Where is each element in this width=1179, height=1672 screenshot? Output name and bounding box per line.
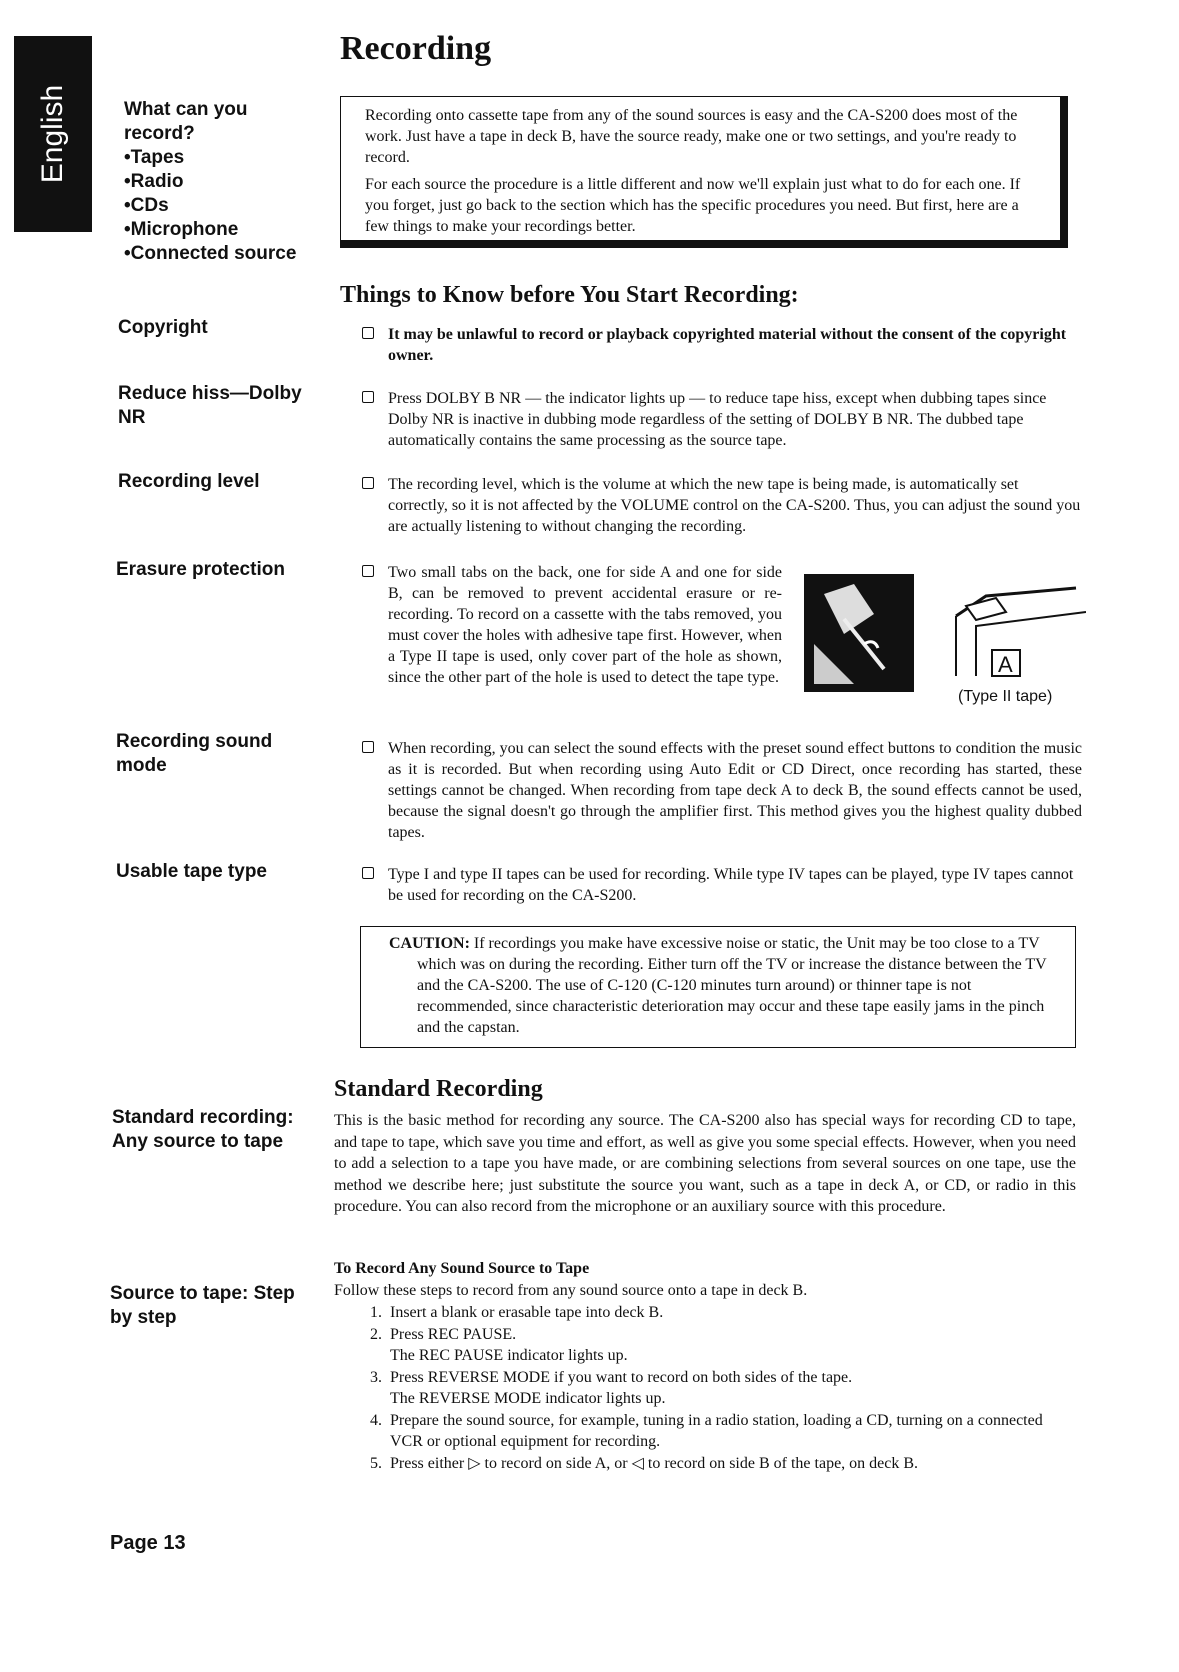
side-line: What can you [124,99,248,120]
item-tape-type [362,864,1082,906]
figure-caption: (Type II tape) [958,688,1053,705]
step-item [386,1324,1076,1367]
standard-heading: Standard Recording [334,1076,543,1102]
item-text: The recording level, which is the volume at which the new tape is being made, is automatically set correctly, so it is not affected by the VOLUME control on the CA-S200. Thus, you can adjust the sound you are actually listening to without changing the recording. [388,476,1081,535]
checkbox-bullet-icon [362,565,374,577]
step-text: Insert a blank or erasable tape into deck B. [390,1304,664,1321]
standard-body: This is the basic method for recording any source. The CA-S200 also has special ways for recording CD to tape, and tape to tape, which save you time and effort, as well as give you some special effects. However, when you need to add a selection to a tape you have made, or are combining selections from several sources on one tape, use the method we describe here; just substitute the source you want, such as a tape in deck A, or CD, or radio in this procedure. You can also record from the microphone or an auxiliary source with this procedure. [334,1112,1076,1215]
item-copyright [362,324,1082,366]
side-line: Any source to tape [112,1131,284,1152]
page-title: Recording [340,30,492,67]
side-line: •Tapes [124,147,185,168]
side-note-erasure-protection: Erasure protection [116,559,285,580]
step-text: Press REC PAUSE. [390,1325,517,1343]
side-note-what-can-you-record [124,98,296,266]
side-note-usable-tape-type: Usable tape type [116,861,267,882]
language-tab [14,36,92,232]
item-erasure [362,562,782,688]
caution-box [360,926,1076,1048]
side-line: •Connected source [124,243,297,264]
side-line: •Microphone [124,219,239,240]
intro-box [340,96,1068,248]
item-text: It may be unlawful to record or playback copyrighted material without the consent of the copyright owner. [388,326,1067,364]
step-item [386,1302,1076,1324]
side-note-reduce-hiss [118,382,302,430]
checkbox-bullet-icon [362,741,374,753]
side-line: •CDs [124,195,169,216]
page-number: Page 13 [110,1532,186,1554]
item-sound-mode [362,738,1082,843]
checkbox-bullet-icon [362,327,374,339]
side-note-recording-level: Recording level [118,471,260,492]
side-note-recording-sound-mode [116,730,272,778]
intro-paragraph: Recording onto cassette tape from any of the sound sources is easy and the CA-S200 does most of the work. Just have a tape in deck B, have the source ready, make one or two settings, and you're ready to record. [365,107,1018,166]
step-note: The REVERSE MODE indicator lights up. [390,1390,666,1407]
item-text: When recording, you can select the sound effects with the preset sound effect buttons to condition the music as it is recorded. But when recording using Auto Edit or CD Direct, once recording has started, these settings cannot be changed. When recording from tape deck A to deck B, the sound effects cannot be used, because the signal doesn't go through the amplifier first. This method gives you the highest quality dubbed tapes. [388,740,1082,841]
checkbox-bullet-icon [362,477,374,489]
step-item [386,1410,1076,1453]
type-ii-cassette-icon [936,576,1086,686]
side-line: by step [110,1307,177,1328]
side-line: record? [124,123,195,144]
item-text: Press DOLBY B NR — the indicator lights up — to reduce tape hiss, except when dubbing tapes since Dolby NR is inactive in dubbing mode regardless of the setting of DOLBY B NR. The dubbed tape automatically contains the same processing as the source tape. [388,390,1047,449]
step-note: The REC PAUSE indicator lights up. [390,1347,628,1364]
side-line: Standard recording: [112,1107,294,1128]
things-heading: Things to Know before You Start Recording: [340,282,799,308]
item-text: Type I and type II tapes can be used for recording. While type IV tapes can be played, type IV tapes cannot be used for recording on the CA-S200. [388,866,1074,904]
language-label: English [36,84,69,184]
steps-list [334,1302,1076,1474]
standard-subheading: To Record Any Sound Source to Tape [334,1260,590,1277]
step-text: Press REVERSE MODE if you want to record on both sides of the tape. [390,1368,853,1386]
step-item [386,1367,1076,1410]
intro-paragraph: For each source the procedure is a little different and now we'll explain just what to do for each one. If you forget, just go back to the section which has the specific procedures you need. But first, here are a few things to make your recordings better. [365,176,1021,235]
cassette-tab-photo [804,574,914,692]
side-line: Source to tape: Step [110,1283,295,1304]
side-line: NR [118,407,146,428]
step-text: Prepare the sound source, for example, tuning in a radio station, loading a CD, turning on a connected VCR or optional equipment for recording. [390,1411,1043,1450]
step-text: Press either ▷ to record on side A, or ◁ to record on side B of the tape, on deck B. [390,1454,919,1472]
standard-lead: Follow these steps to record from any sound source onto a tape in deck B. [334,1282,808,1299]
side-line: mode [116,755,167,776]
side-note-standard-recording [112,1106,294,1154]
item-text: Two small tabs on the back, one for side A and one for side B, can be removed to prevent accidental erasure or re-recording. To record on a cassette with the tabs removed, you must cover the holes with adhesive tape first. However, when a Type II tape is used, only cover part of the hole as shown, since the other part of the hole is used to detect the tape type. [388,564,782,686]
screwdriver-icon [804,574,914,692]
caution-text: If recordings you make have excessive noise or static, the Unit may be too close to a TV which was on during the recording. Either turn off the TV or increase the distance between the TV and the CA-S200. The use of C-120 (C-120 minutes turn around) or thinner tape is not recommended, since characteristic deterioration may occur and these tape easily jams in the pinch and the capstan. [417,935,1047,1036]
step-item [386,1453,1076,1475]
side-line: •Radio [124,171,184,192]
side-note-copyright: Copyright [118,317,208,338]
item-recording-level [362,474,1082,537]
item-dolby [362,388,1082,451]
caution-label: CAUTION: [389,935,470,952]
side-line: Recording sound [116,731,273,752]
checkbox-bullet-icon [362,867,374,879]
checkbox-bullet-icon [362,391,374,403]
figure-label: A [998,652,1013,677]
side-line: Reduce hiss—Dolby [118,383,302,404]
side-note-source-to-tape [110,1282,295,1330]
